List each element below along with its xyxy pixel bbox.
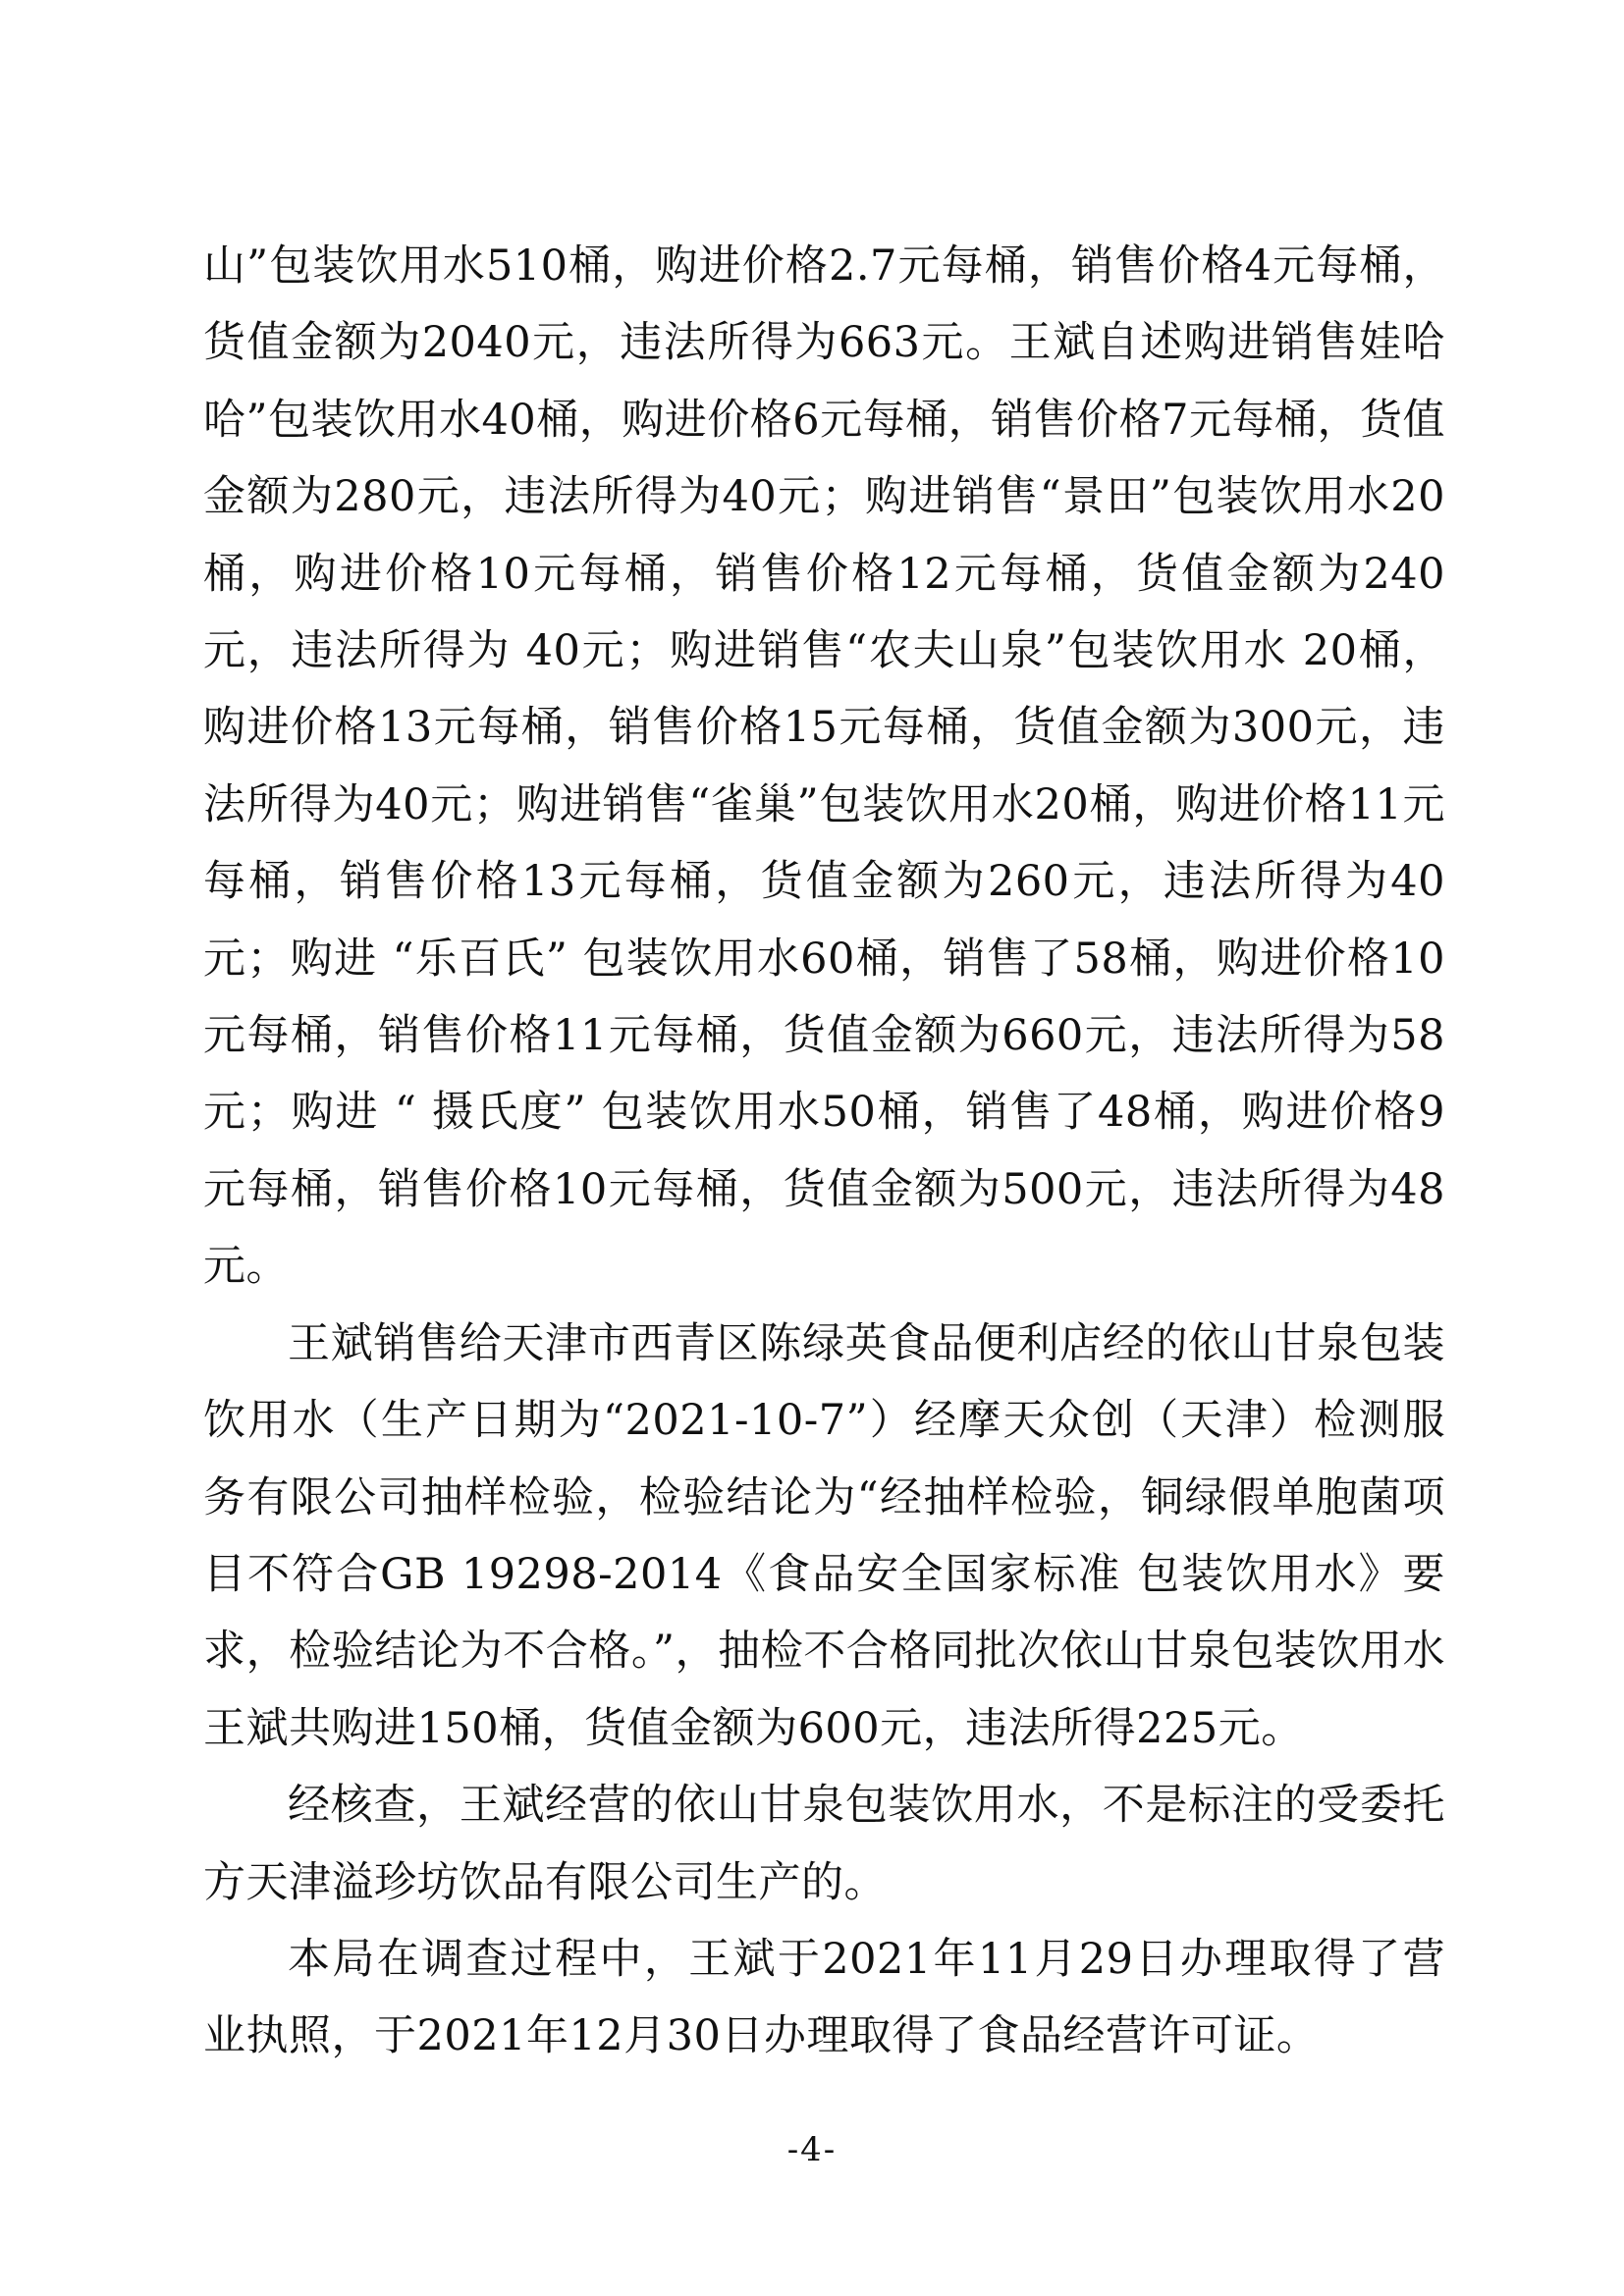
paragraph-inspection-result: 王斌销售给天津市西青区陈绿英食品便利店经的依山甘泉包装饮用水（生产日期为“2021-10-7”）经摩天众创（天津）检测服务有限公司抽样检验，检验结论为“经抽样检验，铜绿假单胞菌项目不符合GB 19298-2014《食品安全国家标准 包装饮用水》要求，检验结论为不合格。”，抽检不合格同批次依山甘泉包装饮用水王斌共购进150桶，货值金额为600元，违法所得225元。 — [203, 1318, 1445, 1753]
page-number: -4- — [786, 2130, 838, 2169]
paragraph-verification: 经核查，王斌经营的依山甘泉包装饮用水，不是标注的受委托方天津溢珍坊饮品有限公司生产的。 — [203, 1781, 1445, 1907]
paragraph-purchase-details: 山”包装饮用水510桶，购进价格2.7元每桶，销售价格4元每桶，货值金额为2040元，违法所得为663元。王斌自述购进销售娃哈哈”包装饮用水40桶，购进价格6元每桶，销售价格7元每桶，货值金额为280元，违法所得为40元；购进销售“景田”包装饮用水20桶，购进价格10元每桶，销售价格12元每桶，货值金额为240元，违法所得为 40元；购进销售“农夫山泉”包装饮用水 20桶，购进价格13元每桶，销售价格15元每桶，货值金额为300元，违法所得为40元；购进销售“雀巢”包装饮用水20桶，购进价格11元每桶，销售价格13元每桶，货值金额为260元，违法所得为40元；购进 “乐百氏” 包装饮用水60桶，销售了58桶，购进价格10元每桶，销售价格11元每桶，货值金额为660元，违法所得为58元；购进 “ 摄氏度” 包装饮用水50桶，销售了48桶，购进价格9元每桶，销售价格10元每桶，货值金额为500元，违法所得为48元。 — [203, 241, 1445, 1292]
paragraph-license: 本局在调查过程中，王斌于2021年11月29日办理取得了营业执照，于2021年12月30日办理取得了食品经营许可证。 — [203, 1934, 1445, 2061]
document-body — [203, 228, 1445, 2075]
